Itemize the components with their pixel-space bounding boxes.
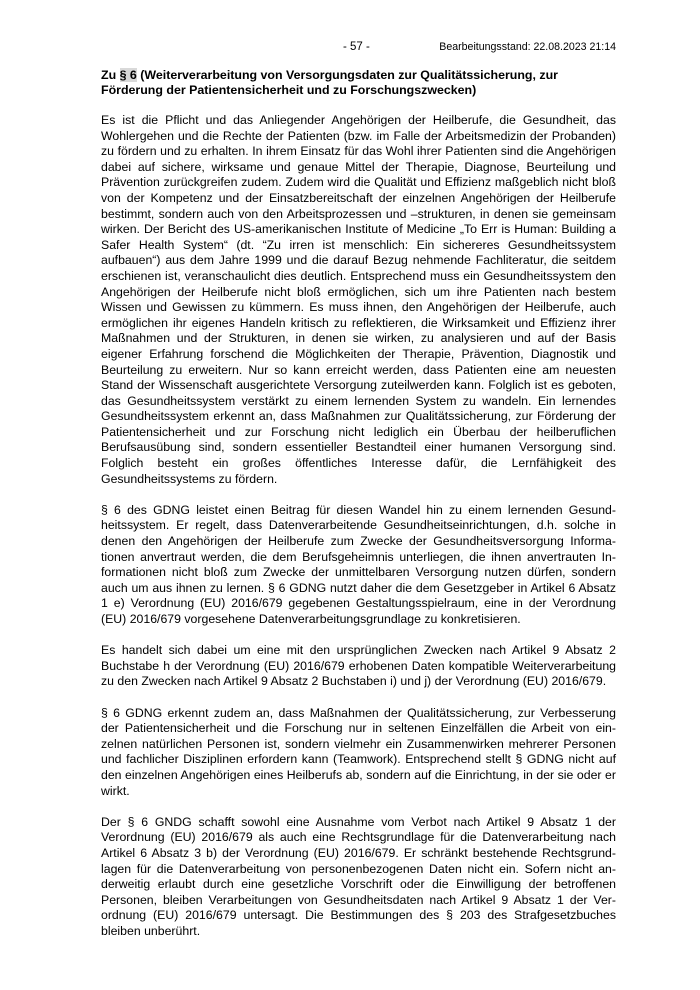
- page-number: - 57 -: [343, 41, 370, 53]
- page-content: [101, 68, 616, 939]
- paragraph-1: Es ist die Pflicht und das Anliegender Angehörigen der Heilberufe, die Gesundheit, das Wohlergehen und die Rechte der Patienten (bzw. im Falle der Arbeitsmedizin der Probanden) zu fördern und zu erhalten. In ihrem Einsatz für das Wohl ihrer Patienten sind die Angehörigen dabei auf sichere, wirksame und genaue Mittel der Therapie, Diagnose, Beurteilung und Prävention zurückgreifen zudem. Zudem wird die Qualität und Effizienz maßgeblich nicht bloß von der Kompetenz und der Einsatzbereitschaft der einzelnen Angehörigen der Heilberufe bestimmt, sondern auch von den Arbeitsprozessen und –strukturen, in denen sie gemeinsam wirken. Der Bericht des US-amerikanischen Institute of Medicine „To Err is Human: Building a Safer Health System“ (dt. “Zu irren ist menschlich: Ein sichereres Gesundheitssystem aufbauen“) aus dem Jahre 1999 und die darauf Bezug nehmende Fachliteratur, die seitdem erschienen ist, veranschaulicht dies deutlich. Entsprechend muss ein Gesundheitssystem den Angehörigen der Heilberufe nicht bloß ermöglichen, sich um ihre Patienten nach bestem Wissen und Gewissen zu kümmern. Es muss ihnen, den Angehörigen der Heilberufe, auch ermöglichen ihr eigenes Handeln kritisch zu reflektieren, die Wirksamkeit und Effizienz ihrer Maßnahmen und der Strukturen, in denen sie wirken, zu analysieren und auf der Basis eigener Erfahrung forschend die Möglichkeiten der Therapie, Prävention, Diagnostik und Beurteilung zu erweitern. Nur so kann erreicht werden, dass Patienten eine am neuesten Stand der Wissenschaft ausgerichtete Versorgung zuteilwerden kann. Folglich ist es geboten, das Gesundheitssystem verstärkt zu einem lernenden System zu wandeln. Ein lernendes Gesundheitssystem erkennt an, dass Maßnahmen zur Qualitätssicherung, zur Förderung der Patientensicherheit und zur Forschung nicht lediglich ein Überbau der heilberuflichen Berufsausübung sind, sondern essentieller Bestandteil einer humanen Versorgung sind. Folglich besteht ein großes öffentliches Interesse dafür, die Lernfähigkeit des Gesundheitssystems zu fördern.: [101, 113, 616, 486]
- page-header: [0, 41, 700, 57]
- revision-status: Bearbeitungsstand: 22.08.2023 21:14: [439, 41, 616, 53]
- section-reference: § 6: [119, 68, 137, 82]
- paragraph-3: Es handelt sich dabei um eine mit den ursprünglichen Zwecken nach Artikel 9 Absatz 2 Buchstabe h der Verordnung (EU) 2016/679 erhobenen Daten kompatible Weiterverarbeitung zu den Zwecken nach Artikel 9 Absatz 2 Buchstaben i) und j) der Verordnung (EU) 2016/679.: [101, 643, 616, 689]
- paragraph-5: Der § 6 GNDG schafft sowohl eine Ausnahme vom Verbot nach Artikel 9 Absatz 1 der Verordnung (EU) 2016/679 als auch eine Rechtsgrundlage für die Datenverarbeitung nach Artikel 6 Absatz 3 b) der Verordnung (EU) 2016/679. Er schränkt bestehende Rechtsgrundlagen für die Datenverarbeitung von personenbezogenen Daten nicht ein. Sofern nicht anderweitig erlaubt durch eine gesetzliche Vorschrift oder die Einwilligung der betroffenen Personen, bleiben Verarbeitungen von Gesundheitsdaten nach Artikel 9 Absatz 1 der Verordnung (EU) 2016/679 untersagt. Die Bestimmungen des § 203 des Strafgesetzbuches bleiben unberührt.: [101, 814, 616, 938]
- paragraph-4: § 6 GDNG erkennt zudem an, dass Maßnahmen der Qualitätssicherung, zur Verbesserung der Patientensicherheit und die Forschung nur in seltenen Einzelfällen die Arbeit von einzelnen natürlichen Personen ist, sondern vielmehr ein Zusammenwirken mehrerer Personen und fachlicher Disziplinen erfordern kann (Teamwork). Entsprechend stellt § GDNG nicht auf den einzelnen Angehörigen eines Heilberufs ab, sondern auf die Einrichtung, in der sie oder er wirkt.: [101, 705, 616, 798]
- heading-prefix: Zu: [101, 68, 120, 82]
- heading-title: (Weiterverarbeitung von Versorgungsdaten zur Qualitätssicherung, zur Förderung der Patientensicherheit und zu Forschungszwecken): [101, 68, 558, 97]
- paragraph-2: § 6 des GDNG leistet einen Beitrag für diesen Wandel hin zu einem lernenden Gesundheitssystem. Er regelt, dass Datenverarbeitende Gesundheitseinrichtungen, d.h. solche in denen den Angehörigen der Heilberufe zum Zwecke der Gesundheitsversorgung Informationen anvertraut werden, die dem Berufsgeheimnis unterliegen, die ihnen anvertrauten Informationen nicht bloß zum Zwecke der unmittelbaren Versorgung nutzen dürfen, sondern auch um aus ihnen zu lernen. § 6 GDNG nutzt daher die dem Gesetzgeber in Artikel 6 Absatz 1 e) Verordnung (EU) 2016/679 gegebenen Gestaltungsspielraum, eine in der Verordnung (EU) 2016/679 vorgesehene Datenverarbeitungsgrundlage zu konkretisieren.: [101, 502, 616, 626]
- section-heading: [101, 68, 616, 98]
